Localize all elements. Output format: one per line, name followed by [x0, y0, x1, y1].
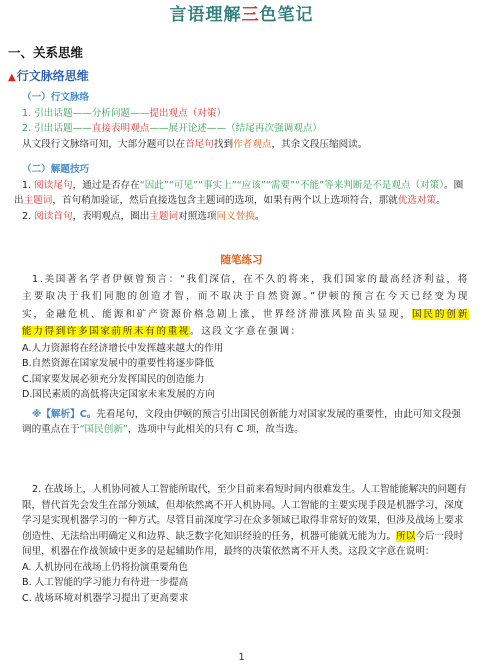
title-highlight: 三	[241, 5, 260, 25]
summary-line	[22, 137, 471, 153]
text-span: ，表明观点，圈出	[72, 210, 150, 222]
title-part: 言语理解	[169, 5, 242, 25]
text-span: 主题词	[149, 210, 179, 222]
highlighted-text: 所以	[396, 530, 416, 542]
text-span: ——展开论述——（结尾再次强调观点）	[149, 123, 323, 135]
title-part: 色笔记	[259, 5, 314, 25]
subsection-2	[14, 162, 471, 224]
text-span: 首尾句	[185, 138, 214, 150]
option-c: C.国家要发展必须充分发挥国民的创造能力	[22, 373, 205, 385]
option-b: B.自然资源在国家发展中的重要性将逐步降低	[22, 358, 214, 370]
subsection-title: （二）解题技巧	[22, 164, 90, 175]
subsection-1	[22, 90, 471, 152]
structure-line	[22, 106, 471, 122]
highlighted-text: 国民的创新能力得到许多国家前所未有的重视	[22, 308, 470, 338]
option-a: A. 人机协同在战场上仍将扮演重要角色	[22, 561, 188, 573]
option-b: B. 人工智能的学习能力有待进一步提高	[22, 577, 189, 589]
page-number: 1	[238, 652, 245, 663]
text-span: 优选对策	[397, 195, 437, 207]
text-span: 阅读尾句	[34, 179, 73, 191]
text-span: 同义替换	[216, 210, 255, 222]
section-heading-2	[8, 67, 89, 86]
option-d: D.国民素质的高低将决定国家未来发展的方向	[22, 389, 215, 401]
text-span: ，选项中与此相关的只有 C 项，故当选。	[127, 424, 304, 436]
text-span: 2. 引出话题——	[22, 123, 92, 135]
text-span: ，通过是否存在	[72, 179, 140, 191]
text-span: 阅读首句	[34, 210, 73, 222]
page-title	[0, 2, 483, 30]
subsection-title: （一）行文脉络	[22, 92, 90, 103]
text-span: “国民创新”	[79, 424, 128, 436]
text-span: 提出观点（对策）	[149, 107, 227, 119]
answer-analysis	[22, 407, 469, 438]
text-span: 对照选项	[178, 210, 217, 222]
option-c: C. 战场环境对机器学习提出了更高要求	[22, 592, 189, 604]
question-1	[22, 271, 469, 438]
structure-line	[22, 121, 471, 137]
text-span: 1. 引出话题——分析问题——	[22, 107, 150, 119]
text-span: 直接表明观点	[91, 123, 150, 135]
text-span: 2.	[22, 210, 35, 222]
section-heading-2-label: 行文脉络思维	[16, 69, 89, 83]
text-span: 主题词	[23, 195, 53, 207]
text-span: 。	[436, 195, 446, 207]
text-span: 。圈出	[14, 179, 464, 207]
question-2	[22, 482, 469, 606]
text-span: 2. 在战场上，人机协同被人工智能所取代，至少目前来看短时间内很难发生。人工智能能解决的问题有限，替代首先会发生在部分领域，但却依然离不开人机协同。人工智能的主要实现手段是机器学习，深度学习是实现机器学习的一种方式。尽管目前深度学习在众多领域已取得非常好的效果，但涉及战场上要求创造性、无法给出明确定义和边界、缺乏数字化知识经验的任务，机器可能就无能为力。	[22, 484, 467, 542]
text-span: 作者观点	[233, 138, 272, 150]
text-span: ，其余文段压缩阅读。	[271, 138, 368, 150]
technique-1	[14, 178, 471, 209]
section-heading-1: 一、关系思维	[8, 45, 84, 60]
triangle-icon: ▲	[8, 72, 16, 83]
text-span: “因此”“可见”“事实上”“应该”“需要”“不能”等来判断是不是观点（对策）	[139, 179, 445, 191]
practice-heading: 随笔练习	[220, 254, 263, 266]
text-span: 从文段行文脉络可知，大部分题可以在	[22, 138, 186, 150]
text-span: 1.	[22, 179, 35, 191]
question-1-stem	[22, 271, 469, 341]
text-span: 找到	[213, 138, 234, 150]
question-2-stem	[22, 482, 469, 560]
technique-2	[14, 209, 471, 225]
analysis-label: ※【解析】C。	[32, 408, 97, 420]
text-span: 。这段文字意在强调：	[189, 326, 302, 338]
text-span: 。	[254, 210, 265, 222]
text-span: 今后一段时间里，机器在作战领域中更多的是起辅助作用，最终的决策依然离不开人类。这段文字意在说明：	[22, 530, 464, 558]
text-span: ，首句稍加验证，然后直接选包含主题词的选项，如果有两个以上选项符合，那就	[52, 195, 398, 207]
text-span: 先看尾句，文段由伊顿的预言引出国民创新能力对国家发展的重要性，由此可知文段强调的重点在于	[22, 408, 461, 436]
option-a: A.人力资源将在经济增长中发挥越来越大的作用	[22, 342, 224, 354]
text-span: 1.美国著名学者伊顿曾预言：“我们深信，在不久的将来，我们国家的最高经济利益，将主要取决于我们同胞的创造才智，而不取决于自然资源。”伊顿的预言在今天已经变为现实，金融危机、能源和矿产资源价格急剧上涨，世界经济滞涨风险苗头显现，	[22, 274, 469, 320]
